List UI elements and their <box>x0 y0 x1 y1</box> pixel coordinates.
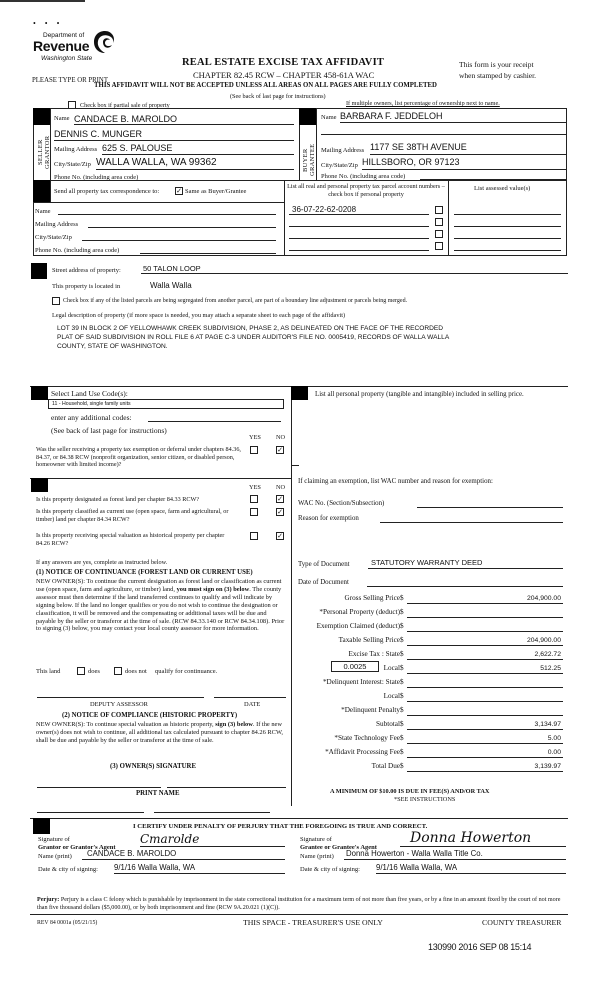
tax-table <box>295 594 565 804</box>
forest-land-question: Is this property designated as forest land per chapter 84.33 RCW? <box>36 496 200 503</box>
parcel-assessed-1[interactable] <box>454 206 561 215</box>
completion-warning: THIS AFFIDAVIT WILL NOT BE ACCEPTED UNLESS ALL AREAS ON ALL PAGES ARE FULLY COMPLETED <box>94 82 437 89</box>
logo-line3: Washington State <box>41 55 93 62</box>
parties-divider <box>33 180 567 181</box>
land-use-select[interactable]: 11 - Household, single family units <box>48 399 284 409</box>
delinquent-interest-local-field[interactable] <box>407 692 563 702</box>
multiple-owners-note: If multiple owners, list percentage of ownership next to name. <box>346 100 500 107</box>
buyer-city-field[interactable]: HILLSBORO, OR 97123 <box>362 157 566 170</box>
buyer-name-label: Name <box>321 114 337 121</box>
processing-fee-field[interactable]: 0.00 <box>407 748 563 758</box>
document-date-field[interactable] <box>367 578 563 587</box>
tax-label-delinquent-penalty: *Delinquent Penalty <box>341 706 400 714</box>
corr-city-field[interactable] <box>82 233 276 241</box>
parcel-number-4[interactable] <box>289 242 429 251</box>
legal-description-line3: COUNTY, STATE OF WASHINGTON. <box>57 343 168 350</box>
parcel-personal-checkbox-1[interactable] <box>435 206 443 214</box>
buyer-address-field[interactable]: 1177 SE 38TH AVENUE <box>370 142 566 155</box>
receipt-note-2: when stamped by cashier. <box>459 71 537 80</box>
currency-sign: $ <box>400 678 404 686</box>
tax-label-excise-local: Local <box>383 664 400 672</box>
tax-label-excise-state: Excise Tax : State <box>348 650 400 658</box>
seller-city-label: City/State/Zip <box>54 161 91 168</box>
forest-land-no-checkbox[interactable]: ✓ <box>277 495 283 503</box>
located-in-label: This property is located in <box>52 283 121 290</box>
historical-question: Is this property receiving special valuation as historical property per chapter 84.26 RCW? <box>36 532 225 547</box>
delinquent-interest-state-field[interactable] <box>407 678 563 688</box>
notice1-title: (1) NOTICE OF CONTINUANCE (FOREST LAND OR CURRENT USE) <box>36 569 253 576</box>
grantee-signature-field[interactable]: Donna Howerton <box>400 830 566 847</box>
street-address-field[interactable]: 50 TALON LOOP <box>141 264 568 274</box>
tax-label-taxable: Taxable Selling Price <box>338 636 400 644</box>
form-title: REAL ESTATE EXCISE TAX AFFIDAVIT <box>182 57 385 68</box>
yes-header-2: YES <box>249 484 261 491</box>
parcel-personal-checkbox-2[interactable] <box>435 218 443 226</box>
excise-tax-state-field[interactable]: 2,622.72 <box>407 650 563 660</box>
parcel-assessed-4[interactable] <box>454 242 561 251</box>
seller-name-field[interactable]: CANDACE B. MAROLDO <box>74 114 294 125</box>
tax-label-processing-fee: *Affidavit Processing Fee <box>325 748 400 756</box>
document-date-label: Date of Document <box>298 579 349 586</box>
seller-exemption-yes-checkbox[interactable] <box>250 446 258 454</box>
segregated-checkbox[interactable] <box>52 297 60 305</box>
correspondence-divider <box>50 180 51 202</box>
treasurer-stamp: 130990 2016 SEP 08 15:14 <box>428 942 532 952</box>
currency-sign: $ <box>400 650 404 658</box>
currency-sign: $ <box>400 748 404 756</box>
parcel-assessed-2[interactable] <box>454 218 561 227</box>
owner-sig-line-1[interactable] <box>37 787 161 788</box>
grantor-date-field[interactable]: 9/1/16 Walla Walla, WA <box>114 863 285 874</box>
exemption-reason-field[interactable] <box>380 514 563 523</box>
buyer-address-label: Mailing Address <box>321 147 365 154</box>
exemption-claimed-field[interactable] <box>407 622 563 632</box>
dor-swirl-logo-icon <box>93 30 117 54</box>
assessor-date-line[interactable] <box>214 697 286 698</box>
tax-label-technology-fee: *State Technology Fee <box>334 734 400 742</box>
corr-address-field[interactable] <box>88 220 276 228</box>
scan-dots: ••• <box>33 19 69 28</box>
excise-tax-local-field[interactable]: 512.25 <box>407 664 563 674</box>
parcel-number-1[interactable]: 36-07-22-62-0208 <box>289 205 429 215</box>
currency-sign: $ <box>400 608 404 616</box>
seller-city-field[interactable]: WALLA WALLA, WA 99362 <box>96 157 294 170</box>
tax-label-delinquent-interest-local: Local <box>383 692 400 700</box>
treasurer-space-label: THIS SPACE - TREASURER'S USE ONLY <box>243 918 383 927</box>
parcels-left-border <box>284 180 285 256</box>
section-marker-6 <box>31 478 48 492</box>
legal-description-line1: LOT 39 IN BLOCK 2 OF YELLOWHAWK CREEK SUBDIVISION, PHASE 2, AS DELINEATED ON THE FACE OF THE RECORDED <box>57 325 444 332</box>
deputy-assessor-sig-line[interactable] <box>37 697 204 698</box>
local-rate-field[interactable]: 0.0025 <box>331 661 379 672</box>
street-address-label: Street address of property: <box>52 267 121 274</box>
delinquent-penalty-field[interactable] <box>407 706 563 716</box>
perjury-notice: Perjury: Perjury is a class C felony which is punishable by imprisonment in the state correctional institution for a maximum term of not more than five years, or by a fine in an amount fixed by the court of not more than five thousand dollars ($5,000.00), or by both imprisonment and fine (RCW 9A.20.021 (1)(C)). <box>37 897 561 911</box>
tax-label-exemption: Exemption Claimed (deduct) <box>316 622 400 630</box>
located-in-value: Walla Walla <box>150 281 192 290</box>
seller-name-label: Name <box>54 115 70 122</box>
grantor-name-label: Name (print) <box>38 853 72 860</box>
historical-no-checkbox[interactable]: ✓ <box>277 532 283 540</box>
qualify-label: qualify for continuance. <box>155 668 218 675</box>
land-use-label: Select Land Use Code(s): <box>51 389 128 398</box>
seller-name2-field[interactable]: DENNIS C. MUNGER <box>54 129 294 141</box>
does-label: does <box>88 668 100 675</box>
does-not-label: does not <box>125 668 147 675</box>
seller-exemption-no-checkbox[interactable]: ✓ <box>277 446 283 454</box>
wac-field[interactable] <box>417 499 563 508</box>
this-land-label: This land <box>36 668 61 675</box>
section-marker-2 <box>299 108 316 125</box>
grantee-date-field[interactable]: 9/1/16 Walla Walla, WA <box>376 863 566 874</box>
land-use-bottom <box>30 478 291 479</box>
legal-description-label: Legal description of property (if more space is needed, you may attach a separate sheet to each page of the affidavit) <box>52 312 346 319</box>
current-use-yes-checkbox[interactable] <box>250 508 258 516</box>
owner-signature-label: (3) OWNER(S) SIGNATURE <box>110 763 196 770</box>
print-name-label: PRINT NAME <box>136 790 180 797</box>
section-marker-8 <box>33 818 50 834</box>
grantor-name-field[interactable]: CANDACE B. MAROLDO <box>82 849 285 860</box>
historical-yes-checkbox[interactable] <box>250 532 258 540</box>
currency-sign: $ <box>400 622 404 630</box>
notice1-body: NEW OWNER(S): To continue the current designation as forest land or classification as current use (open space, farm and agriculture, or timber) land, you must sign on (3) below. The county assessor must then determine if the land transferred continues to qualify and will indicate by signing below. If the land no longer qualifies or you do not wish to continue the designation or classification, it will be removed and the compensating or additional taxes will be due and payable by the seller or transferor at the time of sale. (RCW 84.33.140 or RCW 84.34.108). Prior to signing (3) below, you may contact your local county assessor for more information. <box>36 578 285 633</box>
correspondence-top-line <box>33 202 284 203</box>
buyer-city-label: City/State/Zip <box>321 162 358 169</box>
forest-land-yes-checkbox[interactable] <box>250 495 258 503</box>
corr-phone-field[interactable] <box>140 246 276 254</box>
grantee-signature-label: Signature of Grantee or Grantee's Agent <box>300 836 377 851</box>
parcels-mid-border <box>448 180 449 256</box>
corr-phone-label: Phone No. (including area code) <box>35 247 120 254</box>
parcels-header: List all real and personal property tax parcel account numbers – check box if personal property <box>287 183 445 198</box>
assessed-header: List assessed value(s) <box>474 185 531 192</box>
buyer-divider <box>316 108 317 180</box>
corr-city-label: City/State/Zip <box>35 234 72 241</box>
personal-property-label: List all personal property (tangible and intangible) included in selling price. <box>315 391 524 398</box>
logo-line1: Department of <box>43 32 85 39</box>
buyer-side-label: BUYER GRANTEE <box>302 143 316 177</box>
grantee-date-label: Date & city of signing: <box>300 866 360 873</box>
corr-name-field[interactable] <box>58 207 276 215</box>
currency-sign: $ <box>400 762 404 770</box>
logo-line2: Revenue <box>33 38 90 54</box>
tick-mark <box>291 465 299 466</box>
form-chapter: CHAPTER 82.45 RCW – CHAPTER 458-61A WAC <box>193 70 375 80</box>
additional-codes-label: enter any additional codes: <box>51 413 132 422</box>
buyer-phone-field[interactable] <box>420 172 566 180</box>
does-not-checkbox[interactable] <box>114 667 122 675</box>
exemption-reason-label: Reason for exemption <box>298 515 359 522</box>
assessor-date-label: DATE <box>244 701 261 708</box>
please-type-note: PLEASE TYPE OR PRINT <box>32 77 108 84</box>
dor-logo <box>33 30 123 70</box>
perjury-certification: I CERTIFY UNDER PENALTY OF PERJURY THAT THE FOREGOING IS TRUE AND CORRECT. <box>133 823 428 830</box>
no-header-1: NO <box>276 434 286 441</box>
buyer-phone-label: Phone No. (including area code) <box>321 173 406 180</box>
corr-name-label: Name <box>35 208 51 215</box>
certify-top-line <box>30 818 568 819</box>
correspondence-label: Send all property tax correspondence to: <box>54 188 160 195</box>
partial-sale-label: Check box if partial sale of property <box>80 102 170 109</box>
legal-description-line2: PLAT OF SAID SUBDIVISION IN ROLL FILE 6 AT PAGE C-3 UNDER AUDITOR'S FILE NO. 0005419, RECORDS OF WALLA WALLA <box>57 334 450 341</box>
deputy-assessor-label: DEPUTY ASSESSOR <box>90 701 148 708</box>
seller-side-label: SELLER GRANTOR <box>37 135 51 169</box>
if-yes-note: If any answers are yes, complete as instructed below. <box>36 559 168 566</box>
receipt-note-1: This form is your receipt <box>459 60 534 69</box>
currency-sign: $ <box>400 720 404 728</box>
same-as-buyer-label: Same as Buyer/Grantee <box>185 188 247 195</box>
current-use-no-checkbox[interactable]: ✓ <box>277 508 283 516</box>
parcel-number-3[interactable] <box>289 230 429 239</box>
buyer-name2-field[interactable] <box>321 127 566 135</box>
scan-edge-mark <box>0 0 85 2</box>
same-as-buyer-checkbox[interactable]: ✓ <box>176 187 182 195</box>
document-type-label: Type of Document <box>298 561 350 568</box>
no-header-2: NO <box>276 484 286 491</box>
section-marker-4 <box>31 263 47 279</box>
does-checkbox[interactable] <box>77 667 85 675</box>
parcel-personal-checkbox-4[interactable] <box>435 242 443 250</box>
seller-phone-label: Phone No. (including area code) <box>54 174 139 181</box>
tax-label-personal: *Personal Property (deduct) <box>319 608 400 616</box>
currency-sign: $ <box>400 664 404 672</box>
taxable-selling-price-field[interactable]: 204,900.00 <box>407 636 563 646</box>
section-marker-3 <box>33 180 50 202</box>
document-type-field[interactable]: STATUTORY WARRANTY DEED <box>368 558 563 569</box>
grantee-name-label: Name (print) <box>300 853 334 860</box>
currency-sign: $ <box>400 692 404 700</box>
technology-fee-field[interactable]: 5.00 <box>407 734 563 744</box>
currency-sign: $ <box>400 706 404 714</box>
grantor-signature-field[interactable]: Cmarolde <box>140 832 285 847</box>
tax-label-total-due: Total Due <box>371 762 400 770</box>
notice2-body: NEW OWNER(S): To continue special valuation as historic property, sign (3) below. If the new owner(s) does not wish to continue, all additional tax calculated pursuant to chapter 84.26 RCW, shall be due and payable by the seller or transferor at the time of sale. <box>36 721 283 744</box>
current-use-question: Is this property classified as current use (open space, farm and agricultural, or timber) land per chapter 84.34 RCW? <box>36 508 229 523</box>
seller-address-label: Mailing Address <box>54 146 98 153</box>
land-use-see-back: (See back of last page for instructions) <box>51 426 167 435</box>
wac-label: WAC No. (Section/Subsection) <box>298 500 385 507</box>
parcel-assessed-3[interactable] <box>454 230 561 239</box>
section-marker-7 <box>291 386 308 400</box>
lower-center-divider <box>291 386 292 806</box>
footer-divider <box>30 914 568 915</box>
currency-sign: $ <box>400 636 404 644</box>
gross-selling-price-field[interactable]: 204,900.00 <box>407 594 563 604</box>
notice2-title: (2) NOTICE OF COMPLIANCE (HISTORIC PROPERTY) <box>62 712 238 719</box>
tax-label-delinquent-interest-state: *Delinquent Interest: State <box>322 678 400 686</box>
grantor-signature-label: Signature of Grantor or Grantor's Agent <box>38 836 116 851</box>
county-treasurer-label: COUNTY TREASURER <box>482 918 562 927</box>
corr-address-label: Mailing Address <box>35 221 79 228</box>
see-instructions-note: *SEE INSTRUCTIONS <box>394 796 456 803</box>
see-back-note: (See back of last page for instructions) <box>230 93 326 100</box>
tax-label-gross: Gross Selling Price <box>344 594 400 602</box>
section-marker-1 <box>33 108 50 125</box>
section-marker-5 <box>31 386 48 400</box>
print-name-line-2[interactable] <box>154 812 270 813</box>
seller-address-field[interactable]: 625 S. PALOUSE <box>102 143 294 155</box>
parcel-number-2[interactable] <box>289 218 429 227</box>
grantee-name-field[interactable]: Donna Howerton - Walla Walla Title Co. <box>344 849 566 860</box>
currency-sign: $ <box>400 594 404 602</box>
segregated-label: Check box if any of the listed parcels are being segregated from another parcel, are part of a boundary line adjustment or parcels being merged. <box>63 298 408 304</box>
grantor-date-label: Date & city of signing: <box>38 866 98 873</box>
owner-sig-line-2[interactable] <box>167 787 286 788</box>
print-name-line-1[interactable] <box>37 812 144 813</box>
parcel-personal-checkbox-3[interactable] <box>435 230 443 238</box>
yes-header-1: YES <box>249 434 261 441</box>
minimum-due-note: A MINIMUM OF $10.00 IS DUE IN FEE(S) AND/OR TAX <box>330 788 490 795</box>
tax-label-subtotal: Subtotal <box>376 720 400 728</box>
buyer-name-field[interactable]: BARBARA F. JEDDELOH <box>340 111 566 123</box>
total-due-field[interactable]: 3,139.97 <box>407 762 563 772</box>
personal-property-deduct-field[interactable] <box>407 608 563 618</box>
subtotal-field[interactable]: 3,134.97 <box>407 720 563 730</box>
seller-exemption-question: Was the seller receiving a property tax exemption or deferral under chapters 84.36, 84.37, or 84.38 RCW (nonprofit organization, senior citizen, or disabled person, homeowner with limited income)? <box>36 446 241 468</box>
additional-codes-field[interactable] <box>148 413 281 422</box>
form-revision: REV 84 0001a (05/21/15) <box>37 920 98 926</box>
currency-sign: $ <box>400 734 404 742</box>
exemption-label: If claiming an exemption, list WAC number and reason for exemption: <box>298 478 493 485</box>
